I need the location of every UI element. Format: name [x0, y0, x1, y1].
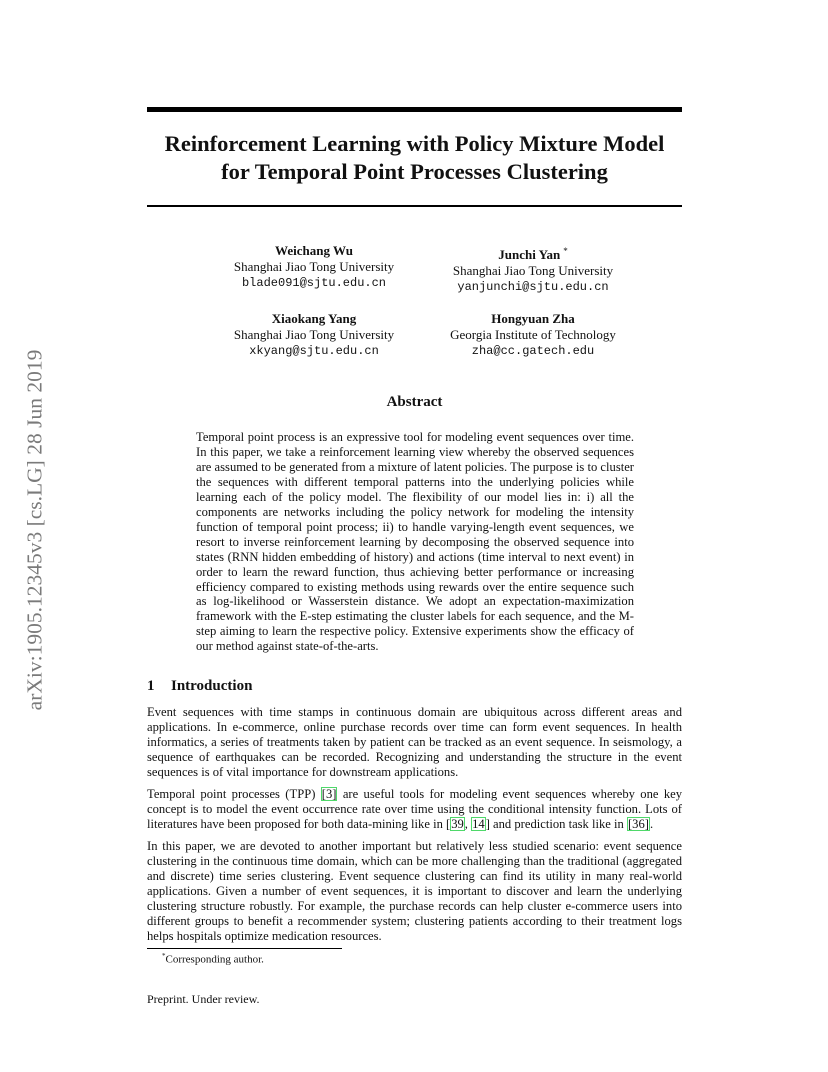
intro-paragraph-3: In this paper, we are devoted to another important but relatively less studied scenario: event sequence clustering in the continuous time domain, which can be more challenging than the traditional (aggregated and discrete) time series clustering. Event sequence clustering can find its utility in many real-world applications. Given a number of event sequences, it is important to discover and learn the underlying clustering structure robustly. For example, the purchase records can help cluster e-commerce users into different groups to benefit a recommender system; clustering patients according to their treatment logs helps hospitals optimize medication resources.: [147, 839, 682, 943]
author-email[interactable]: zha@cc.gatech.edu: [471, 344, 595, 358]
paragraph-text: are useful tools for modeling event sequences whereby one key concept is to model the event occurrence rate over time using the conditional intensity function. Lots of literatures have been proposed for both data-mining like in [: [147, 787, 683, 831]
author-name: Junchi Yan: [498, 247, 561, 262]
title-top-rule: [147, 107, 682, 112]
paragraph-text: ] and prediction task like in: [485, 816, 627, 831]
corresponding-mark[interactable]: *: [563, 246, 568, 256]
author-affiliation: Shanghai Jiao Tong University: [233, 259, 395, 274]
paragraph-text: ,: [464, 816, 472, 831]
footnote-mark: *: [162, 952, 166, 960]
author-name-row: [403, 243, 663, 263]
author-email[interactable]: yanjunchi@sjtu.edu.cn: [457, 280, 609, 294]
intro-paragraph-2: [147, 787, 682, 832]
footnote-text: Corresponding author.: [165, 953, 264, 966]
title-line-1: Reinforcement Learning with Policy Mixture Model: [164, 131, 665, 156]
author-affiliation: Shanghai Jiao Tong University: [452, 263, 614, 278]
section-heading: [147, 678, 252, 695]
citation-link[interactable]: 39: [451, 816, 464, 831]
author-email[interactable]: xkyang@sjtu.edu.cn: [249, 344, 379, 358]
author-affiliation: Shanghai Jiao Tong University: [233, 327, 395, 342]
title-bottom-rule: [147, 205, 682, 207]
author-email[interactable]: blade091@sjtu.edu.cn: [241, 276, 387, 290]
arxiv-identifier[interactable]: arXiv:1905.12345v3 [cs.LG] 28 Jun 2019: [22, 349, 47, 711]
footnote: [162, 952, 264, 966]
author-block-2: [403, 243, 663, 295]
citation-link[interactable]: 14: [472, 816, 485, 831]
citation-link[interactable]: [36]: [627, 816, 649, 831]
paper-title: [147, 130, 682, 186]
author-name: Hongyuan Zha: [491, 311, 575, 326]
abstract-heading: Abstract: [386, 394, 443, 410]
paragraph-text: Temporal point processes (TPP): [147, 787, 321, 801]
abstract-body: Temporal point process is an expressive tool for modeling event sequences over time. In this paper, we take a reinforcement learning view whereby the observed sequences are assumed to be generated from a mixture of latent policies. The purpose is to cluster the sequences with different temporal patterns into the underlying policies while learning each of the policy model. The flexibility of our model lies in: i) all the components are networks including the policy network for modeling the intensity function of temporal point process; ii) to handle varying-length event sequences, we resort to inverse reinforcement learning by decomposing the observed sequence into states (RNN hidden embedding of history) and actions (time interval to next event) in order to learn the reward function, thus achieving better performance or increasing efficiency compared to existing methods using rewards over the entire sequence such as log-likelihood or Wasserstein distance. We adopt an expectation-maximization framework with the E-step estimating the cluster labels for each sequence, and the M-step aiming to learn the respective policy. Extensive experiments show the efficacy of our method against state-of-the-arts.: [196, 430, 634, 654]
preprint-notice: Preprint. Under review.: [147, 992, 260, 1006]
title-line-2: for Temporal Point Processes Clustering: [221, 159, 608, 184]
author-affiliation: Georgia Institute of Technology: [450, 327, 616, 342]
paragraph-text: .: [649, 816, 654, 831]
author-block-4: [403, 311, 663, 359]
author-name: Weichang Wu: [275, 243, 353, 258]
author-name: Xiaokang Yang: [271, 311, 357, 326]
citation-link[interactable]: [3]: [321, 787, 337, 801]
section-number: 1: [147, 678, 155, 694]
arxiv-sidebar: [20, 290, 50, 770]
intro-paragraph-1: Event sequences with time stamps in continuous domain are ubiquitous across different areas and applications. In e-commerce, online purchase records over time can form event sequences. In health informatics, a series of treatments taken by patient can be tracked as an event sequence. In seismology, a sequence of earthquakes can be recorded. Recognizing and understanding the structure in the event sequences is of vital importance for downstream applications.: [147, 705, 682, 779]
footnote-rule: [147, 948, 342, 949]
section-title: Introduction: [171, 678, 253, 694]
